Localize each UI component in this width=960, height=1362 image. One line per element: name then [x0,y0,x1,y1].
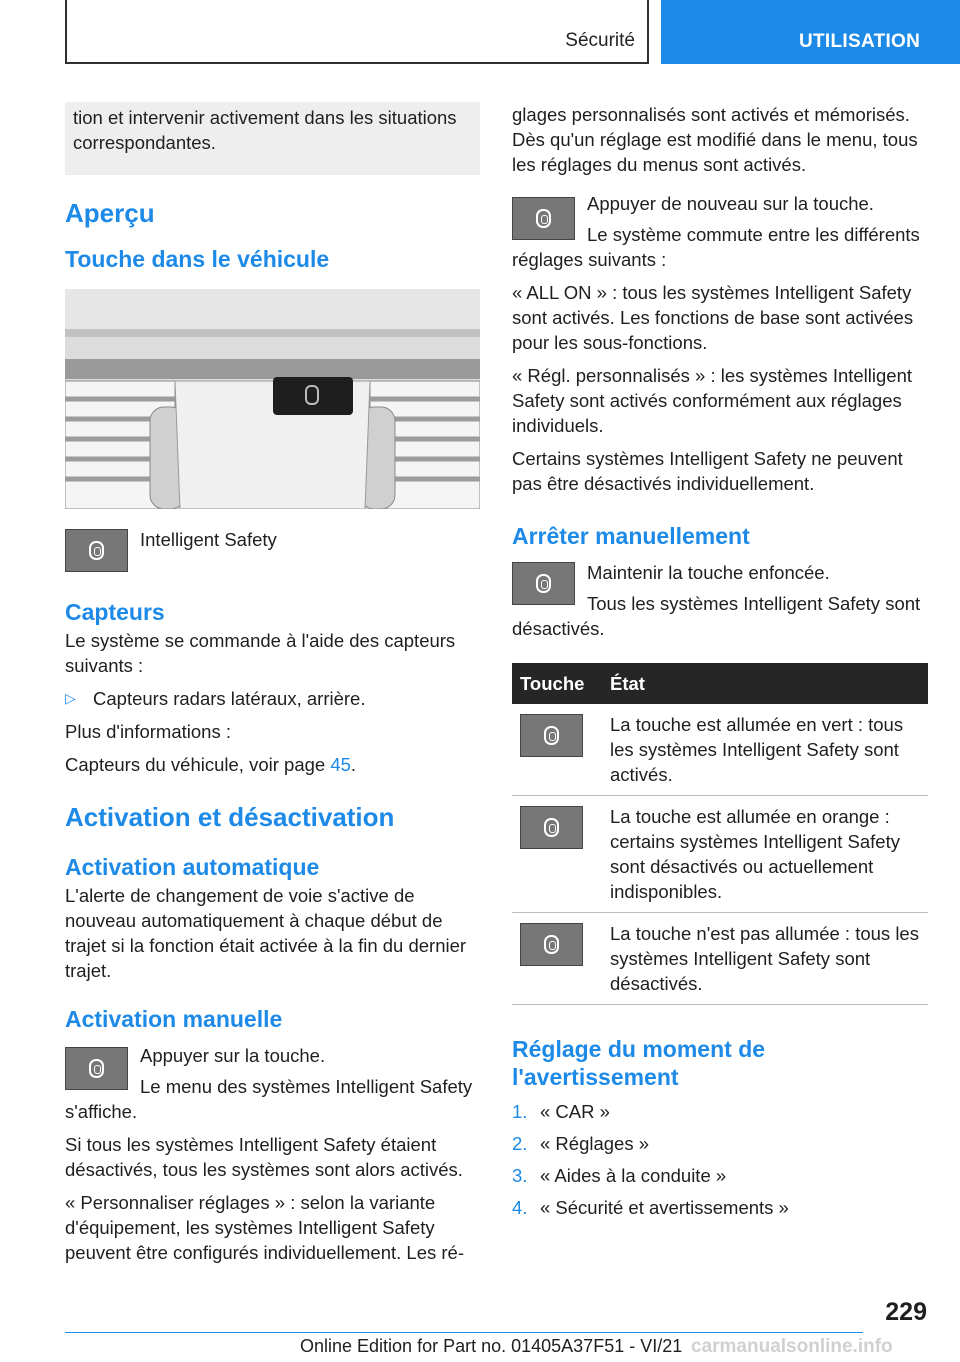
list-item: 4. « Sécurité et avertissements » [512,1197,789,1218]
intelligent-safety-key-icon [65,1047,128,1090]
watermark: carmanualsonline.info [691,1336,893,1357]
header-section-box [65,0,649,64]
footer-rule [65,1332,863,1333]
list-item: 3. « Aides à la conduite » [512,1165,727,1186]
header-chapter-box [661,0,960,64]
list-item: 2. « Réglages » [512,1133,650,1154]
table-row: La touche est allumée en orange : certains systèmes Intelligent Safety sont désactivés ou actuellement indisponibles. [512,796,928,913]
capteurs-text: Le système se commande à l'aide des capteurs suivants : [65,630,456,676]
manual-text-4: « Personnaliser réglages » : selon la variante d'équipement, les systèmes Intelligent Safety peuvent être configurés individuellement. Les ré- [65,1192,465,1263]
key-caption-row [65,527,480,572]
continued-note: tion et intervenir activement dans les situations correspondantes. [65,102,480,175]
again-block: Appuyer de nouveau sur la touche. Le système commute entre les différents réglages suivants : [512,193,920,270]
left-column [65,102,480,1273]
heading-arreter: Arrêter manuellement [512,523,750,549]
page-link[interactable]: 45 [330,754,351,775]
table-row: La touche n'est pas allumée : tous les systèmes Intelligent Safety sont désactivés. [512,913,928,1005]
table-header-touche: Touche [512,663,602,704]
manual-block: Appuyer sur la touche. Le menu des systèmes Intelligent Safety s'affiche. [65,1045,473,1122]
table-header-etat: État [602,663,928,704]
intelligent-safety-key-icon [512,197,575,240]
triangle-bullet-icon: ▷ [65,690,76,706]
status-table [512,663,928,1005]
heading-reglage: Réglage du moment de l'avertissement [512,1036,766,1090]
heading-touche: Touche dans le véhicule [65,246,330,272]
intelligent-safety-key-icon [65,529,128,572]
bullet-item: ▷ Capteurs radars latéraux, arrière. [65,688,366,709]
page-reference: Capteurs du véhicule, voir page 45. [65,754,357,775]
key-caption: Intelligent Safety [140,529,277,550]
continued-text: glages personnalisés sont activés et mémorisés. Dès qu'un réglage est modifié dans le menu, tous les réglages du menus sont activés. [512,104,918,175]
table-row: La touche est allumée en vert : tous les systèmes Intelligent Safety sont activés. [512,704,928,796]
stop-block: Maintenir la touche enfoncée. Tous les systèmes Intelligent Safety sont désactivés. [512,562,921,639]
right-column [512,102,928,1227]
plus-info: Plus d'informations : [65,721,231,742]
auto-text: L'alerte de changement de voie s'active de nouveau automatiquement à chaque début de trajet si la fonction était activée à la fin du dernier trajet. [65,885,467,981]
manual-text-3: Si tous les systèmes Intelligent Safety étaient désactivés, tous les systèmes sont alors activés. [65,1134,463,1180]
key-green-icon [520,714,583,757]
dashboard-photo [65,289,480,509]
key-orange-icon [520,806,583,849]
header-section: Sécurité [565,30,635,51]
steps-list [512,1099,928,1220]
footer-edition: Online Edition for Part no. 01405A37F51 - VI/21 [300,1336,683,1356]
heading-capteurs: Capteurs [65,599,165,625]
list-item: 1. « CAR » [512,1101,610,1122]
certains-text: Certains systèmes Intelligent Safety ne peuvent pas être désactivés individuellement. [512,448,903,494]
heading-manuelle: Activation manuelle [65,1006,283,1032]
header-chapter: UTILISATION [799,31,921,52]
page-number: 229 [885,1298,927,1326]
key-off-icon [520,923,583,966]
intelligent-safety-key-icon [512,562,575,605]
heading-apercu: Aperçu [65,198,155,228]
regl-text: « Régl. personnalisés » : les systèmes Intelligent Safety sont activés conformément aux réglages individuels. [512,365,913,436]
dashboard-illustration [65,289,480,509]
heading-auto: Activation automatique [65,854,320,880]
heading-activation: Activation et désactivation [65,802,395,832]
allon-text: « ALL ON » : tous les systèmes Intelligent Safety sont activés. Les fonctions de base sont activées pour les sous-fonctions. [512,282,914,353]
